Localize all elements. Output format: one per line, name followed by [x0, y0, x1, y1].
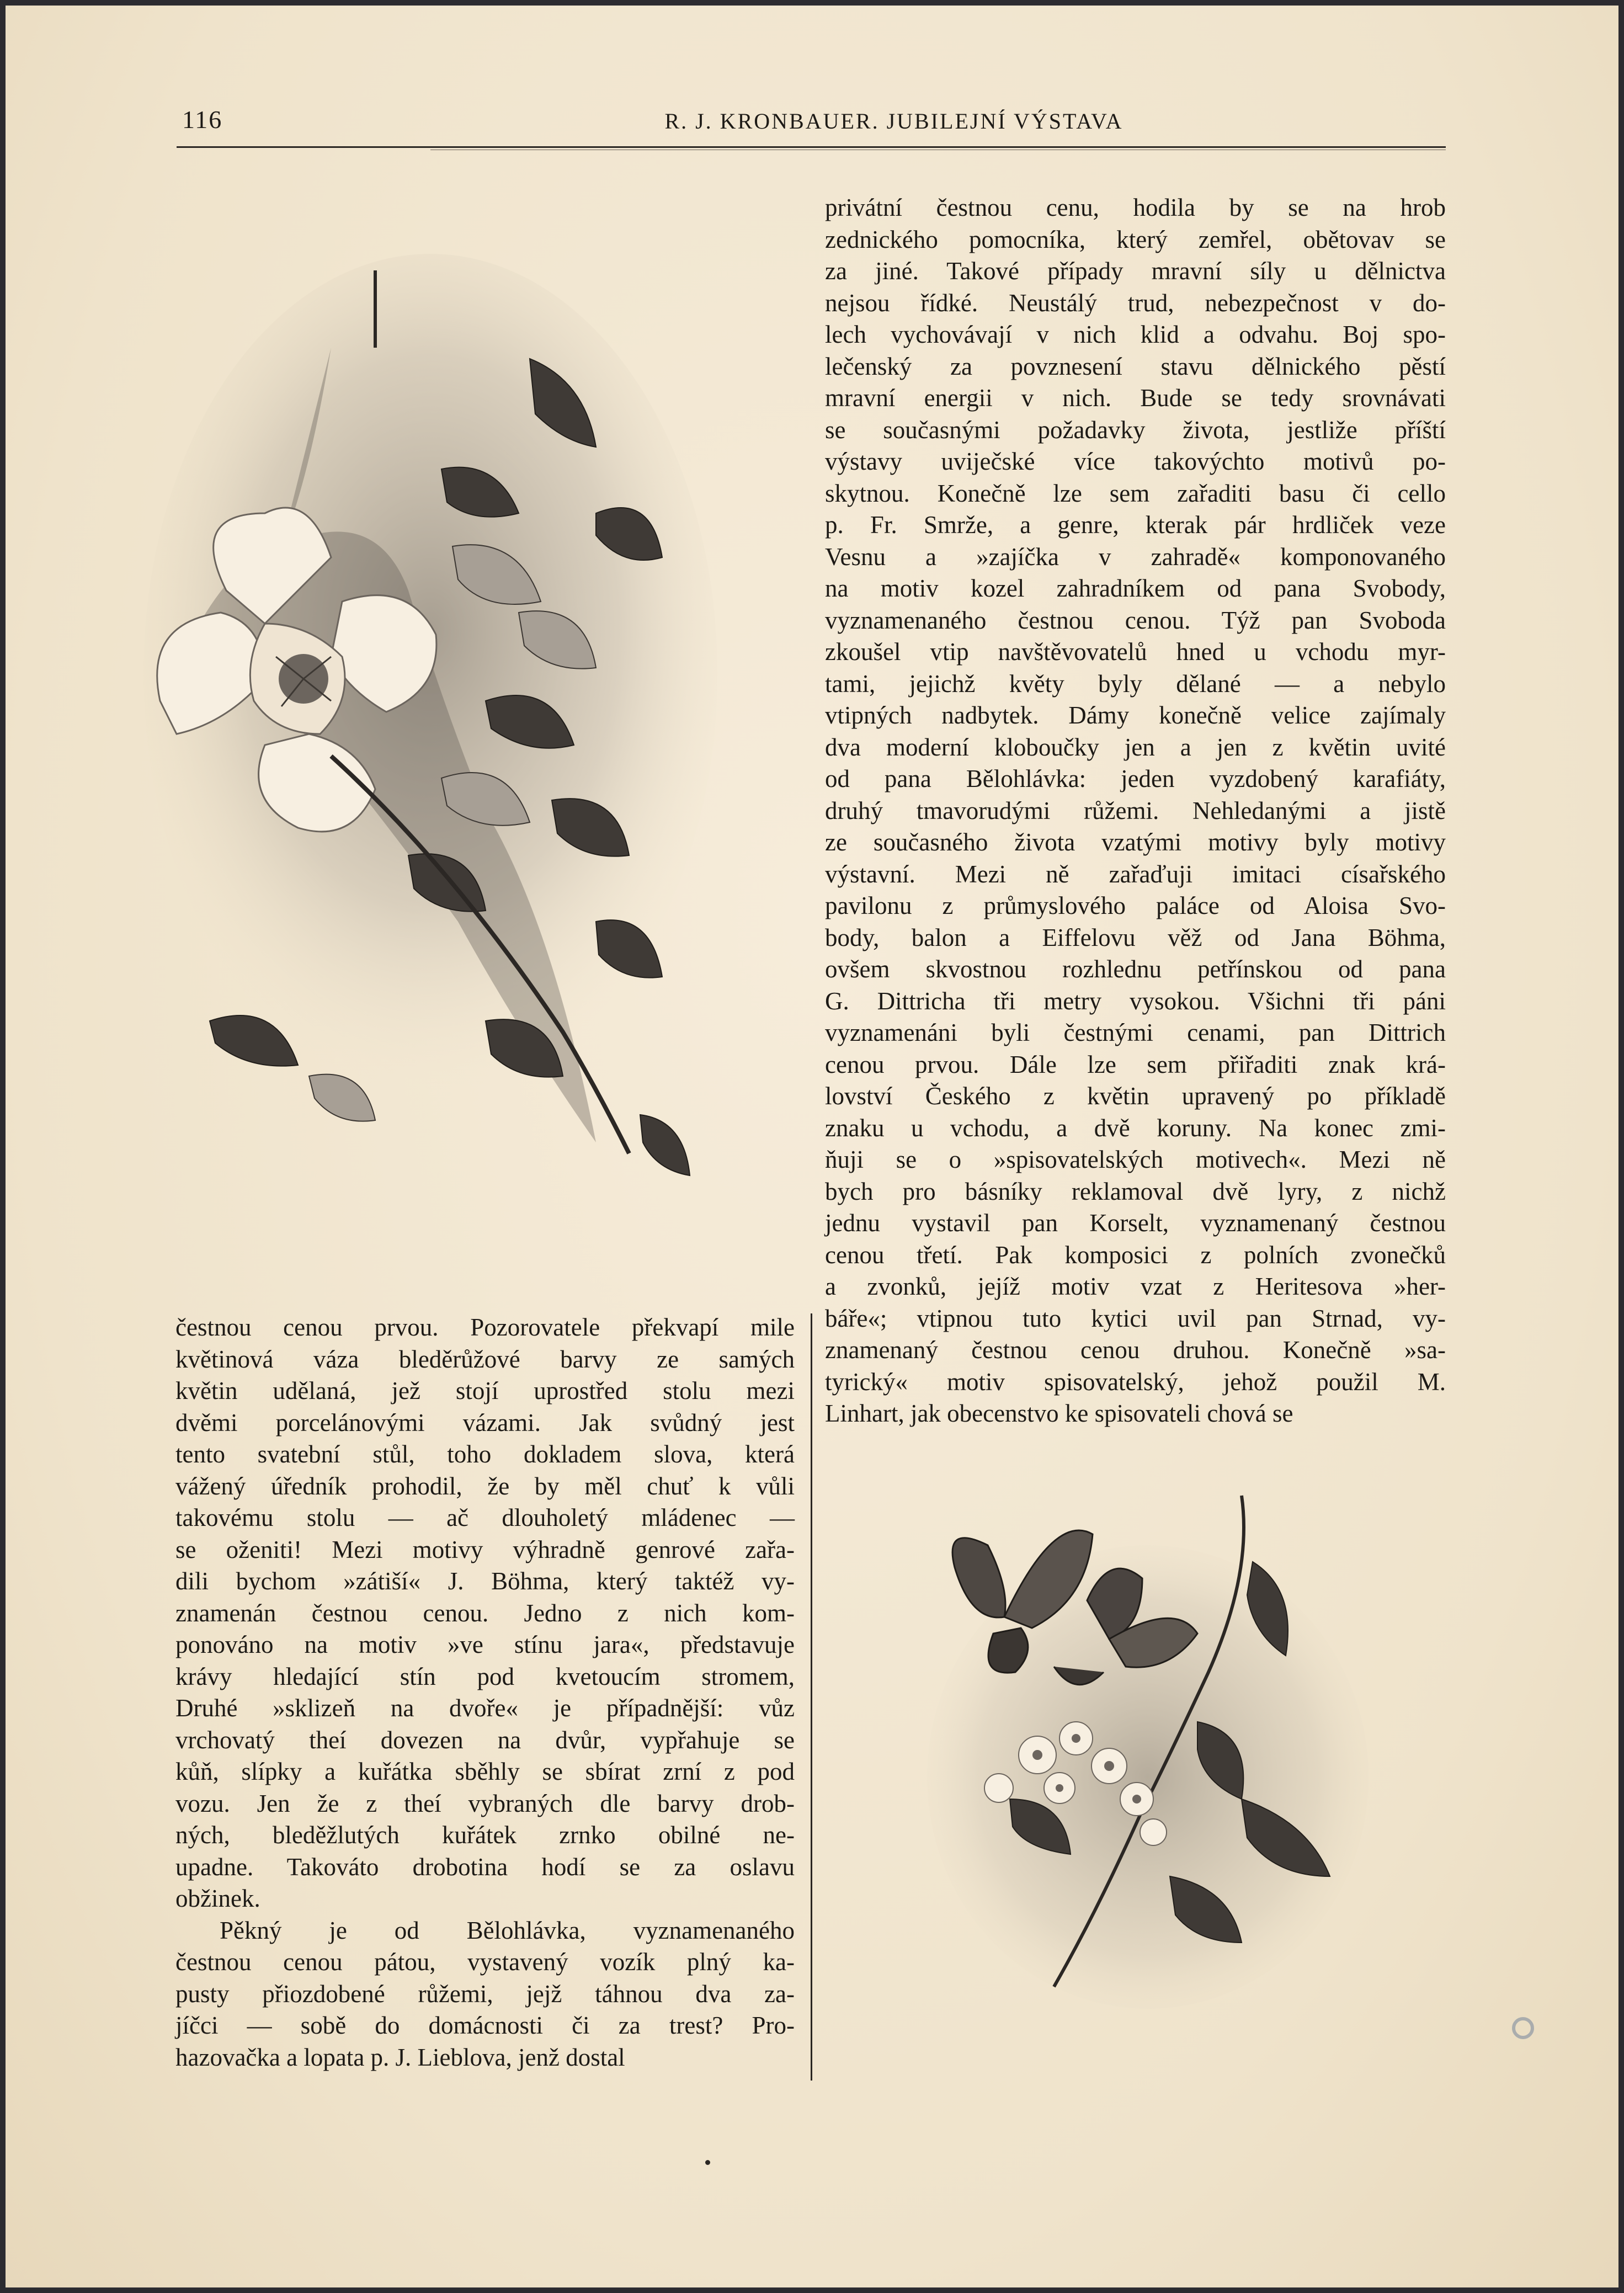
- text-line: druhý tmavorudými růžemi. Nehledanými a jistě: [825, 796, 1446, 824]
- text-line: ponováno na motiv »ve stínu jara«, představuje: [175, 1631, 795, 1658]
- text-line: jednu vystavil pan Korselt, vyznamenaný čestnou: [825, 1209, 1446, 1237]
- text-line: pavilonu z průmyslového paláce od Aloisa Svo-: [825, 892, 1446, 919]
- column-divider: [811, 1313, 812, 2081]
- text-line: takovému stolu — ač dlouholetý mládenec —: [175, 1504, 795, 1531]
- text-line: vážený úředník prohodil, že by měl chuť k vůli: [175, 1472, 795, 1500]
- text-line: Vesnu a »zajíčka v zahradě« komponovaného: [825, 542, 1446, 571]
- text-line: tyrický« motiv spisovatelský, jehož použil M.: [825, 1368, 1446, 1396]
- text-line: výstavy uviječské více takovýchto motivů po-: [825, 448, 1446, 475]
- text-line: lečenský za povznesení stavu dělnického pěstí: [825, 352, 1446, 380]
- text-line: obžinek.: [175, 1885, 260, 1912]
- text-line: se oženiti! Mezi motivy výhradně genrové zařa-: [175, 1535, 795, 1563]
- text-line: Druhé »sklizeň na dvoře« je případnější: vůz: [175, 1694, 795, 1722]
- text-line: cenou třetí. Pak komposici z polních zvonečků: [825, 1241, 1446, 1269]
- text-line: vozu. Jen že z theí vybraných dle barvy drob-: [175, 1789, 795, 1817]
- text-line: body, balon a Eiffelovu věž od Jana Böhma,: [825, 923, 1446, 951]
- text-line: vtipných nadbytek. Dámy konečně velice zajímaly: [825, 701, 1446, 729]
- text-line: hazovačka a lopata p. J. Lieblova, jenž dostal: [175, 2043, 625, 2071]
- text-line: ných, bleděžlutých kuřátek zrnko obilné ne-: [175, 1821, 795, 1849]
- text-line: privátní čestnou cenu, hodila by se na hrob: [825, 194, 1446, 221]
- text-line: Linhart, jak obecenstvo ke spisovateli chová se: [825, 1400, 1293, 1427]
- text-line: výstavní. Mezi ně zařaďuji imitaci císařského: [825, 860, 1446, 888]
- text-line: vyznamenáni byli čestnými cenami, pan Dittrich: [825, 1019, 1446, 1046]
- text-line: pusty přiozdobené růžemi, jejž táhnou dva za-: [175, 1980, 795, 2008]
- text-line: lech vychovávají v nich klid a odvahu. Boj spo-: [825, 321, 1446, 348]
- text-line: květin udělaná, jež stojí uprostřed stolu mezi: [175, 1377, 795, 1404]
- text-line: dvěmi porcelánovými vázami. Jak svůdný jest: [175, 1408, 795, 1437]
- text-line: znamenaný čestnou cenou druhou. Konečně »sa-: [825, 1336, 1446, 1364]
- page-header: [177, 105, 1446, 149]
- flower-illustration: [99, 204, 728, 1225]
- text-line: skytnou. Konečně lze sem zařaditi basu či cello: [825, 479, 1446, 507]
- text-line: květinová váza bleděrůžové barvy ze samých: [175, 1345, 795, 1373]
- text-line: Pěkný je od Bělohlávka, vyznamenaného: [220, 1916, 795, 1944]
- text-line: čestnou cenou prvou. Pozorovatele překvapí mile: [175, 1313, 795, 1341]
- text-line: jíčci — sobě do domácnosti či za trest? Pro-: [175, 2012, 795, 2039]
- paper-stain: [1512, 2017, 1534, 2039]
- text-line: za jiné. Takové případy mravní síly u dělnictva: [825, 257, 1446, 285]
- text-line: a zvonků, jejíž motiv vzat z Heritesova »her-: [825, 1273, 1446, 1300]
- text-line: krávy hledající stín pod kvetoucím stromem,: [175, 1662, 795, 1690]
- text-line: bych pro básníky reklamoval dvě lyry, z nichž: [825, 1177, 1446, 1205]
- text-line: ňuji se o »spisovatelských motivech«. Mezi ně: [825, 1146, 1446, 1173]
- text-line: znamenán čestnou cenou. Jedno z nich kom-: [175, 1599, 795, 1627]
- text-line: tento svatební stůl, toho dokladem slova, která: [175, 1440, 795, 1468]
- running-title: R. J. KRONBAUER. JUBILEJNÍ VÝSTAVA: [664, 109, 1124, 134]
- print-speck: [705, 2160, 710, 2165]
- text-line: na motiv kozel zahradníkem od pana Svobody,: [825, 574, 1446, 602]
- text-line: ovšem skvostnou rozhlednu petřínskou od pana: [825, 955, 1446, 983]
- text-line: báře«; vtipnou tuto kytici uvil pan Strnad, vy-: [825, 1304, 1446, 1332]
- text-line: dili bychom »zátiší« J. Böhma, který taktéž vy-: [175, 1567, 795, 1595]
- text-line: od pana Bělohlávka: jeden vyzdobený karafiáty,: [825, 765, 1446, 792]
- text-line: vyznamenaného čestnou cenou. Týž pan Svoboda: [825, 606, 1446, 634]
- text-line: vrchovatý theí dovezen na dvůr, vypřahuje se: [175, 1726, 795, 1754]
- text-line: mravní energii v nich. Bude se tedy srovnávati: [825, 384, 1446, 412]
- text-line: kůň, slípky a kuřátka sběhly se sbírat zrní z pod: [175, 1758, 795, 1785]
- page-number: 116: [182, 105, 223, 134]
- header-rule: [177, 146, 1446, 148]
- text-line: se současnými požadavky života, jestliže příští: [825, 416, 1446, 444]
- text-line: lovství Českého z květin upravený po příkladě: [825, 1082, 1446, 1110]
- text-line: upadne. Takováto drobotina hodí se za oslavu: [175, 1853, 795, 1881]
- text-line: tami, jejichž květy byly dělané — a nebylo: [825, 669, 1446, 698]
- text-line: znaku u vchodu, a dvě koruny. Na konec zmi-: [825, 1114, 1446, 1142]
- text-line: čestnou cenou pátou, vystavený vozík plný ka-: [175, 1948, 795, 1976]
- text-line: cenou prvou. Dále lze sem přiřaditi znak krá-: [825, 1050, 1446, 1078]
- butterfly-illustration: [910, 1490, 1380, 2114]
- left-column-text: [175, 1312, 795, 2073]
- right-column-text: [825, 192, 1446, 1430]
- text-line: G. Dittricha tři metry vysokou. Všichni tři páni: [825, 987, 1446, 1015]
- text-line: zednického pomocníka, který zemřel, obětovav se: [825, 225, 1446, 253]
- text-line: dva moderní kloboučky jen a jen z květin uvité: [825, 733, 1446, 761]
- text-line: ze současného života vzatými motivy byly motivy: [825, 828, 1446, 856]
- text-line: p. Fr. Smrže, a genre, kterak pár hrdliček veze: [825, 511, 1446, 539]
- text-line: zkoušel vtip navštěvovatelů hned u vchodu myr-: [825, 638, 1446, 666]
- text-line: nejsou řídké. Neustálý trud, nebezpečnost v do-: [825, 289, 1446, 317]
